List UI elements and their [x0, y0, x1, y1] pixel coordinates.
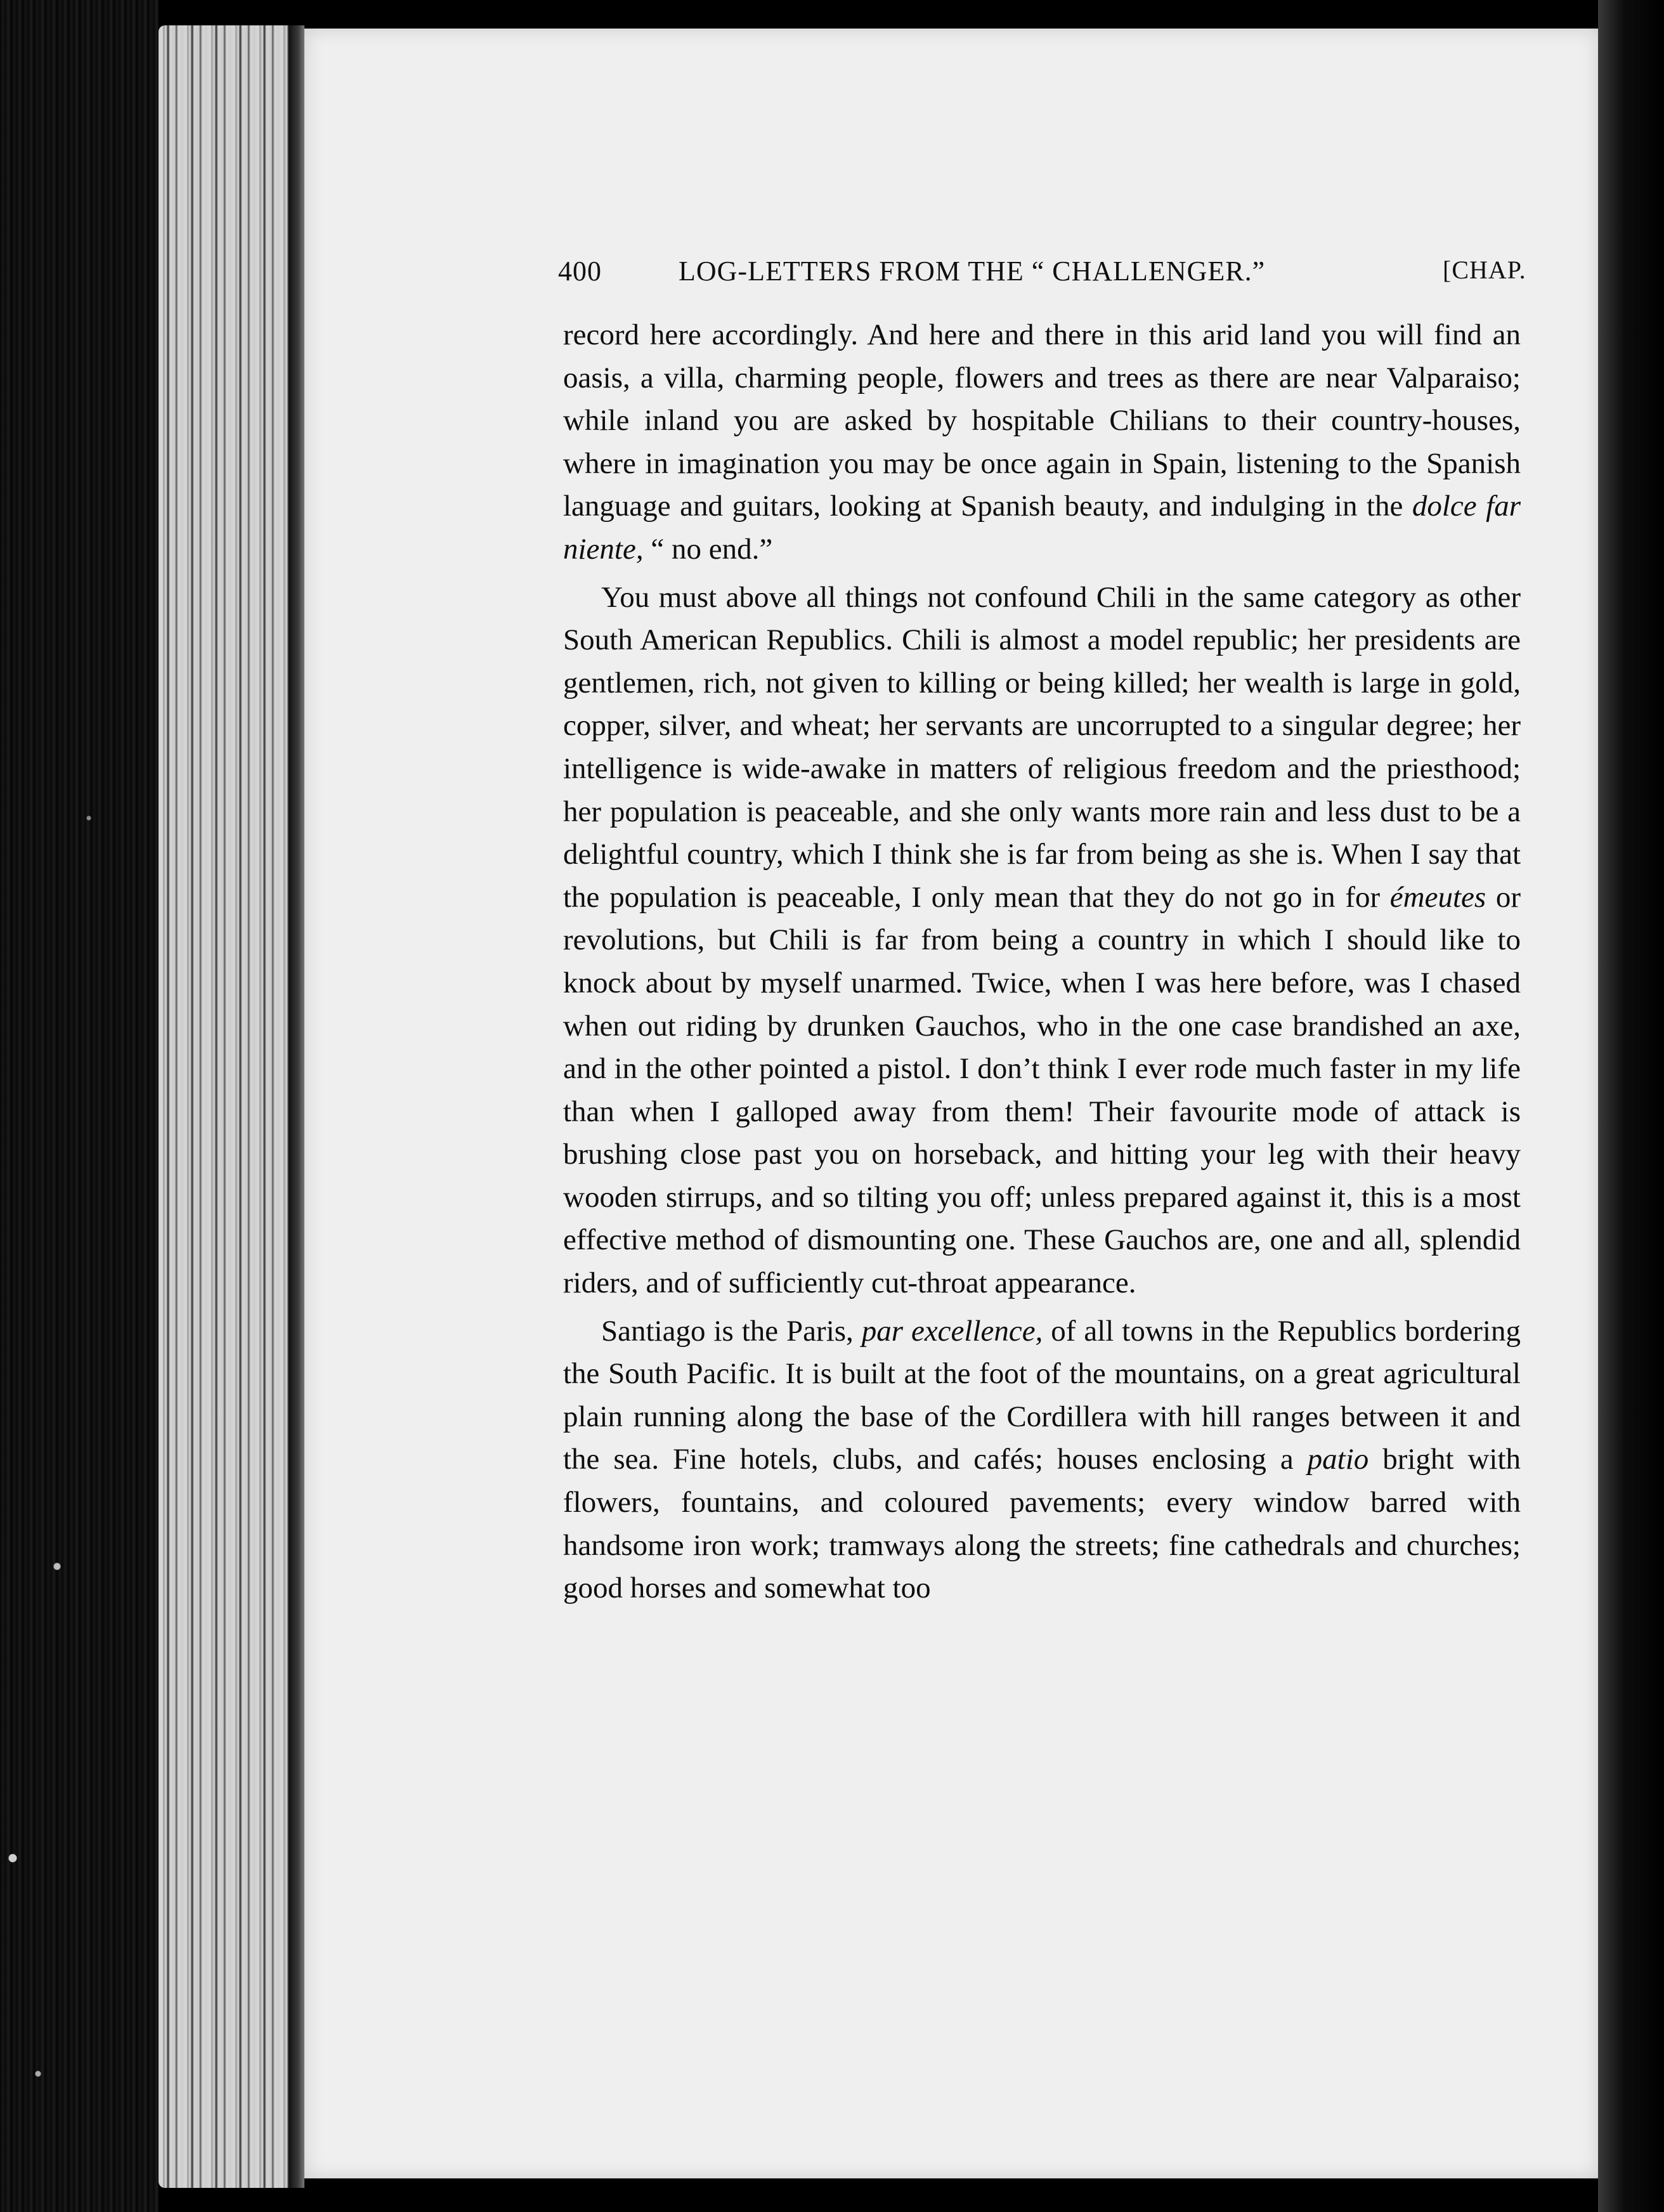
paragraph [563, 314, 1521, 571]
paragraph [563, 576, 1521, 1305]
body-text [563, 314, 1521, 1610]
page-stack-edges [159, 25, 304, 2188]
text-segment: or revolutions, but Chili is far from being a country in which I should like to knock about by myself unarmed. Twice, when I was here before, was I chased when out riding by drunken Gauchos, who in the one case brandished an axe, and in the other pointed a pistol. I don’t think I ever rode much faster in my life than when I galloped away from them! Their favourite mode of attack is brushing close past you on horseback, and hitting your leg with their heavy wooden stirrups, and so tilting you off; unless prepared against it, this is a most effective method of dismounting one. These Gauchos are, one and all, splendid riders, and of sufficiently cut-throat appearance. [563, 880, 1521, 1300]
text-segment: record here accordingly. And here and there in this arid land you will find an oasis, a villa, charming people, flowers and trees as there are near Valparaiso; while inland you are asked by hospitable Chilians to their country-houses, where in imagination you may be once again in Spain, listening to the Spanish language and guitars, looking at Spanish beauty, and indulging in the [563, 318, 1521, 523]
chapter-mark: [CHAP. [1443, 256, 1526, 284]
running-head [558, 255, 1535, 293]
paragraph [563, 1310, 1521, 1610]
text-segment: Santiago is the Paris, [601, 1314, 862, 1348]
binding-dust-specks [0, 0, 159, 2212]
italic-phrase: par excellence, [861, 1314, 1043, 1348]
text-segment: “ no end.” [643, 532, 773, 566]
page-right-edge-shadow [1598, 0, 1664, 2212]
page-number: 400 [558, 256, 602, 287]
text-segment: You must above all things not confound Chili in the same category as other South American Republics. Chili is almost a model republic; her presidents are gentlemen, rich, not given to killing or being killed; her wealth is large in gold, copper, silver, and wheat; her servants are uncorrupted to a singular degree; her intelligence is wide-awake in matters of religious freedom and the priesthood; her population is peaceable, and she only wants more rain and less dust to be a delightful country, which I think she is far from being as she is. When I say that the population is peaceable, I only mean that they do not go in for [563, 580, 1521, 914]
italic-phrase: dolce far niente, [563, 490, 1521, 566]
text-segment: of all towns in the Republics bordering the South Pacific. It is built at the foot of the mountains, on a great agricultural plain running along the base of the Cordillera with hill ranges between it and the sea. Fine hotels, clubs, and cafés; houses enclosing a [563, 1314, 1521, 1476]
text-segment: bright with flowers, fountains, and coloured pavements; every window barred with handsome iron work; tramways along the streets; fine cathedrals and churches; good horses and somewhat too [563, 1443, 1521, 1605]
page-gutter-shadow [289, 25, 304, 2188]
italic-phrase: patio [1307, 1443, 1369, 1476]
running-title: LOG-LETTERS FROM THE “ CHALLENGER.” [679, 256, 1266, 287]
italic-phrase: émeutes [1389, 880, 1486, 914]
